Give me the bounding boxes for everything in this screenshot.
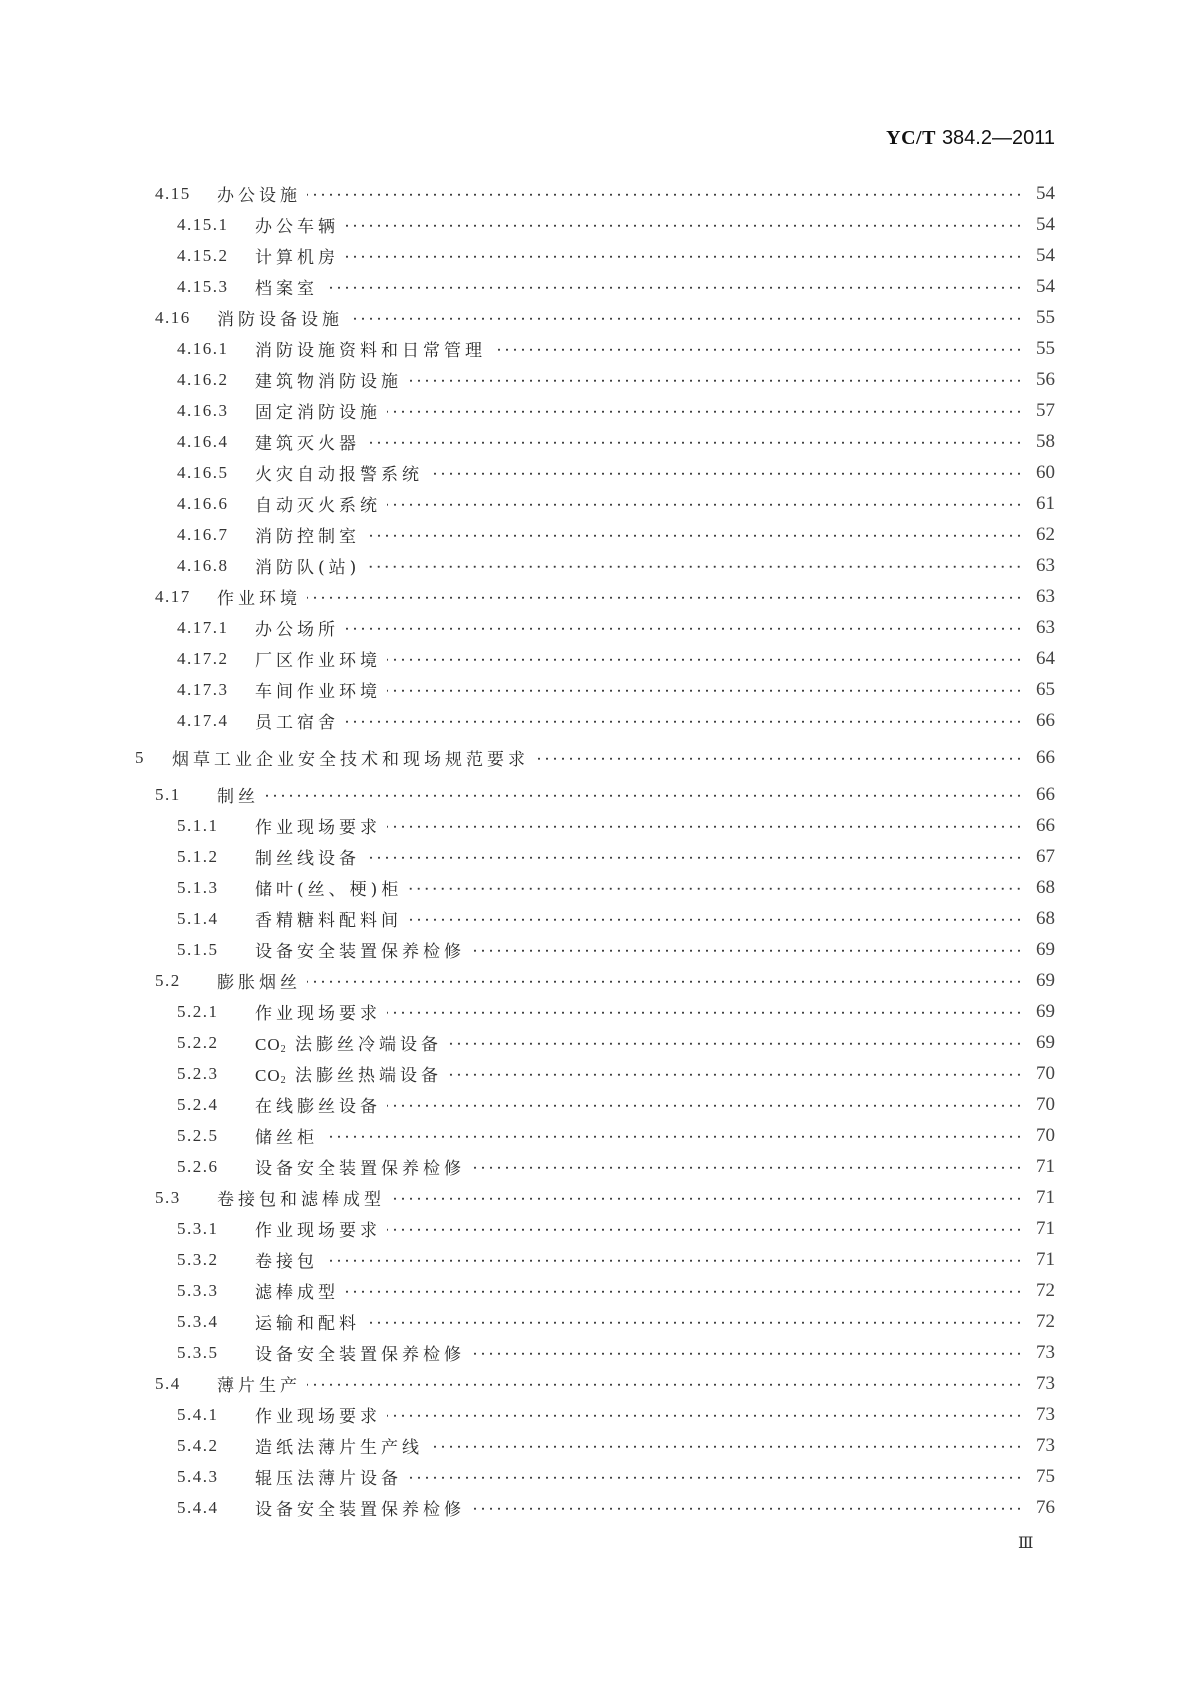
toc-entry-title: 卷接包 bbox=[255, 1247, 322, 1272]
toc-entry-title bbox=[255, 1061, 446, 1086]
toc-entry-title: 制丝线设备 bbox=[255, 844, 364, 869]
toc-entry-page: 70 bbox=[1025, 1063, 1055, 1085]
dot-leader bbox=[366, 856, 1023, 859]
toc-entry-title: 自动灭火系统 bbox=[255, 491, 385, 516]
toc-entry-title: 香精糖料配料间 bbox=[255, 906, 406, 931]
dot-leader bbox=[366, 534, 1023, 537]
toc-entry-number: 5.3.4 bbox=[177, 1311, 219, 1331]
toc-entry[interactable] bbox=[0, 1306, 1191, 1337]
toc-entry[interactable] bbox=[0, 488, 1191, 519]
dot-leader bbox=[471, 1507, 1023, 1510]
toc-entry-page: 56 bbox=[1025, 369, 1055, 391]
toc-entry-number: 5.2.5 bbox=[177, 1125, 219, 1145]
dot-leader bbox=[345, 627, 1023, 630]
toc-entry-page: 69 bbox=[1025, 970, 1055, 992]
dot-leader bbox=[387, 1228, 1023, 1231]
toc-entry-number: 5.4.3 bbox=[177, 1466, 219, 1486]
toc-entry-title: 作业现场要求 bbox=[255, 1216, 385, 1241]
dot-leader bbox=[408, 379, 1023, 382]
toc-entry-page: 73 bbox=[1025, 1342, 1055, 1364]
toc-entry[interactable] bbox=[0, 779, 1191, 810]
toc-entry-title: 烟草工业企业安全技术和现场规范要求 bbox=[172, 745, 533, 770]
toc-entry-page: 54 bbox=[1025, 214, 1055, 236]
formula-prefix: CO bbox=[255, 1035, 281, 1054]
toc-entry-number: 5.2.4 bbox=[177, 1094, 219, 1114]
toc-entry-title: 消防设备设施 bbox=[217, 305, 347, 330]
toc-entry-page: 55 bbox=[1025, 307, 1055, 329]
dot-leader bbox=[307, 980, 1023, 983]
toc-entry[interactable] bbox=[0, 1089, 1191, 1120]
dot-leader bbox=[366, 1321, 1023, 1324]
page-number-footer: Ⅲ bbox=[1018, 1535, 1034, 1552]
dot-leader bbox=[345, 720, 1023, 723]
toc-entry-number: 5.4.4 bbox=[177, 1497, 219, 1517]
toc-entry-page: 64 bbox=[1025, 648, 1055, 670]
toc-entry[interactable] bbox=[0, 705, 1191, 736]
toc-entry-title: 滤棒成型 bbox=[255, 1278, 343, 1303]
dot-leader bbox=[307, 193, 1023, 196]
toc-entry-title: 档案室 bbox=[255, 274, 322, 299]
toc-entry-number: 4.16 bbox=[155, 307, 191, 327]
toc-entry-number: 4.16.4 bbox=[177, 431, 229, 451]
toc-entry-title: 膨胀烟丝 bbox=[217, 968, 305, 993]
toc-entry-title: 设备安全装置保养检修 bbox=[255, 1154, 469, 1179]
toc-entry[interactable] bbox=[0, 457, 1191, 488]
toc-entry[interactable] bbox=[0, 903, 1191, 934]
toc-entry-number: 5.1.5 bbox=[177, 939, 219, 959]
toc-entry[interactable] bbox=[0, 1058, 1191, 1089]
toc-entry-page: 63 bbox=[1025, 555, 1055, 577]
toc-entry-page: 54 bbox=[1025, 183, 1055, 205]
toc-entry-title: 建筑物消防设施 bbox=[255, 367, 406, 392]
toc-entry[interactable] bbox=[0, 1399, 1191, 1430]
toc-entry-title: 设备安全装置保养检修 bbox=[255, 1495, 469, 1520]
dot-leader bbox=[345, 224, 1023, 227]
toc-entry-title: 作业现场要求 bbox=[255, 813, 385, 838]
toc-entry-number: 4.15.1 bbox=[177, 214, 229, 234]
dot-leader bbox=[387, 825, 1023, 828]
toc-entry-page: 65 bbox=[1025, 679, 1055, 701]
toc-entry-page: 70 bbox=[1025, 1094, 1055, 1116]
toc-entry-title: 消防控制室 bbox=[255, 522, 364, 547]
title-text: 法膨丝冷端设备 bbox=[295, 1035, 443, 1055]
standard-code: YC/T bbox=[886, 127, 936, 149]
toc-entry[interactable] bbox=[0, 965, 1191, 996]
toc-entry-page: 61 bbox=[1025, 493, 1055, 515]
toc-entry[interactable] bbox=[0, 302, 1191, 333]
toc-entry-page: 71 bbox=[1025, 1187, 1055, 1209]
toc-entry-number: 5.2.1 bbox=[177, 1001, 219, 1021]
toc-entry-title: 辊压法薄片设备 bbox=[255, 1464, 406, 1489]
toc-entry-number: 5.4.2 bbox=[177, 1435, 219, 1455]
toc-entry[interactable] bbox=[0, 934, 1191, 965]
toc-entry-title: 作业现场要求 bbox=[255, 1402, 385, 1427]
dot-leader bbox=[387, 1011, 1023, 1014]
chemical-formula bbox=[255, 1066, 286, 1085]
toc-entry-page: 69 bbox=[1025, 1032, 1055, 1054]
dot-leader bbox=[345, 255, 1023, 258]
toc-entry-number: 4.17.3 bbox=[177, 679, 229, 699]
toc-entry-number: 5.3.3 bbox=[177, 1280, 219, 1300]
toc-entry-title: 储叶(丝、梗)柜 bbox=[255, 875, 406, 900]
toc-entry-number: 5.4 bbox=[155, 1373, 181, 1393]
dot-leader bbox=[324, 286, 1023, 289]
toc-entry-page: 71 bbox=[1025, 1156, 1055, 1178]
toc-entry[interactable] bbox=[0, 581, 1191, 612]
toc-entry-page: 68 bbox=[1025, 877, 1055, 899]
toc-entry-title: 制丝 bbox=[217, 782, 263, 807]
toc-entry-number: 5 bbox=[135, 747, 145, 767]
toc-entry[interactable] bbox=[0, 1182, 1191, 1213]
toc-entry-title: 消防队(站) bbox=[255, 553, 364, 578]
toc-entry-page: 72 bbox=[1025, 1280, 1055, 1302]
toc-entry[interactable] bbox=[0, 1461, 1191, 1492]
toc-entry-number: 5.1.1 bbox=[177, 815, 219, 835]
toc-entry-title: 办公车辆 bbox=[255, 212, 343, 237]
toc-entry[interactable] bbox=[0, 519, 1191, 550]
toc-entry-title: 在线膨丝设备 bbox=[255, 1092, 385, 1117]
toc-entry-number: 4.15 bbox=[155, 183, 191, 203]
toc-entry[interactable] bbox=[0, 1275, 1191, 1306]
dot-leader bbox=[387, 1414, 1023, 1417]
dot-leader bbox=[387, 410, 1023, 413]
toc-entry[interactable] bbox=[0, 612, 1191, 643]
toc-entry[interactable] bbox=[0, 1337, 1191, 1368]
toc-entry-title: 作业现场要求 bbox=[255, 999, 385, 1024]
standard-number: 384.2—2011 bbox=[941, 127, 1055, 149]
toc-entry-number: 4.17.4 bbox=[177, 710, 229, 730]
dot-leader bbox=[324, 1135, 1023, 1138]
toc-entry-title: 固定消防设施 bbox=[255, 398, 385, 423]
toc-entry-page: 66 bbox=[1025, 747, 1055, 769]
formula-subscript: 2 bbox=[280, 1044, 286, 1055]
title-text: 法膨丝热端设备 bbox=[295, 1066, 443, 1086]
document-header bbox=[886, 124, 1055, 151]
toc-entry-page: 63 bbox=[1025, 586, 1055, 608]
toc-entry-title: 设备安全装置保养检修 bbox=[255, 1340, 469, 1365]
toc-entry-title: 办公场所 bbox=[255, 615, 343, 640]
toc-entry-page: 69 bbox=[1025, 939, 1055, 961]
toc-entry[interactable] bbox=[0, 395, 1191, 426]
toc-entry-number: 4.16.5 bbox=[177, 462, 229, 482]
toc-entry-number: 4.16.7 bbox=[177, 524, 229, 544]
toc-entry[interactable] bbox=[0, 1244, 1191, 1275]
toc-entry-page: 54 bbox=[1025, 276, 1055, 298]
dot-leader bbox=[391, 1197, 1023, 1200]
dot-leader bbox=[387, 503, 1023, 506]
toc-entry-number: 5.1.4 bbox=[177, 908, 219, 928]
toc-entry-page: 57 bbox=[1025, 400, 1055, 422]
toc-entry-page: 66 bbox=[1025, 784, 1055, 806]
toc-entry[interactable] bbox=[0, 1027, 1191, 1058]
toc-entry-title: 设备安全装置保养检修 bbox=[255, 937, 469, 962]
dot-leader bbox=[366, 441, 1023, 444]
toc-entry-title: 消防设施资料和日常管理 bbox=[255, 336, 490, 361]
toc-entry-title: 运输和配料 bbox=[255, 1309, 364, 1334]
toc-entry-page: 76 bbox=[1025, 1497, 1055, 1519]
toc-entry[interactable] bbox=[0, 209, 1191, 240]
dot-leader bbox=[448, 1073, 1023, 1076]
toc-entry-page: 55 bbox=[1025, 338, 1055, 360]
dot-leader bbox=[471, 1166, 1023, 1169]
toc-entry[interactable] bbox=[0, 1213, 1191, 1244]
toc-entry-title: 储丝柜 bbox=[255, 1123, 322, 1148]
toc-entry-number: 4.16.2 bbox=[177, 369, 229, 389]
dot-leader bbox=[492, 348, 1023, 351]
toc-entry-page: 62 bbox=[1025, 524, 1055, 546]
toc-entry-page: 71 bbox=[1025, 1218, 1055, 1240]
toc-entry-page: 73 bbox=[1025, 1435, 1055, 1457]
toc-entry[interactable] bbox=[0, 996, 1191, 1027]
toc-entry-page: 72 bbox=[1025, 1311, 1055, 1333]
toc-entry-page: 69 bbox=[1025, 1001, 1055, 1023]
toc-entry-number: 4.15.3 bbox=[177, 276, 229, 296]
toc-entry-title: 厂区作业环境 bbox=[255, 646, 385, 671]
toc-entry-page: 70 bbox=[1025, 1125, 1055, 1147]
toc-entry-number: 4.16.3 bbox=[177, 400, 229, 420]
toc-entry-page: 60 bbox=[1025, 462, 1055, 484]
toc-entry-title: 办公设施 bbox=[217, 181, 305, 206]
dot-leader bbox=[345, 1290, 1023, 1293]
toc-entry-page: 71 bbox=[1025, 1249, 1055, 1271]
toc-entry[interactable] bbox=[0, 426, 1191, 457]
dot-leader bbox=[408, 887, 1023, 890]
toc-entry-number: 5.2.6 bbox=[177, 1156, 219, 1176]
toc-entry-page: 58 bbox=[1025, 431, 1055, 453]
toc-entry-number: 5.3 bbox=[155, 1187, 181, 1207]
dot-leader bbox=[307, 596, 1023, 599]
toc-entry-number: 4.17.1 bbox=[177, 617, 229, 637]
toc-entry-number: 5.2.3 bbox=[177, 1063, 219, 1083]
toc-entry-page: 66 bbox=[1025, 815, 1055, 837]
dot-leader bbox=[349, 317, 1023, 320]
toc-entry-title: 造纸法薄片生产线 bbox=[255, 1433, 427, 1458]
toc-entry-title bbox=[255, 1030, 446, 1055]
toc-entry-page: 73 bbox=[1025, 1373, 1055, 1395]
toc-entry-number: 5.3.5 bbox=[177, 1342, 219, 1362]
toc-entry-number: 5.3.2 bbox=[177, 1249, 219, 1269]
dot-leader bbox=[408, 1476, 1023, 1479]
toc-entry-number: 5.2.2 bbox=[177, 1032, 219, 1052]
toc-entry-page: 67 bbox=[1025, 846, 1055, 868]
dot-leader bbox=[429, 1445, 1023, 1448]
toc-entry[interactable] bbox=[0, 1120, 1191, 1151]
toc-entry[interactable] bbox=[0, 240, 1191, 271]
toc-entry[interactable] bbox=[0, 810, 1191, 841]
toc-entry[interactable] bbox=[0, 1492, 1191, 1523]
toc-entry-number: 5.1 bbox=[155, 784, 181, 804]
formula-subscript: 2 bbox=[280, 1075, 286, 1086]
toc-entry-title: 火灾自动报警系统 bbox=[255, 460, 427, 485]
toc-entry-title: 建筑灭火器 bbox=[255, 429, 364, 454]
toc-entry[interactable] bbox=[0, 364, 1191, 395]
toc-entry-page: 54 bbox=[1025, 245, 1055, 267]
dot-leader bbox=[387, 689, 1023, 692]
dot-leader bbox=[265, 794, 1023, 797]
dot-leader bbox=[448, 1042, 1023, 1045]
dot-leader bbox=[307, 1383, 1023, 1386]
toc-entry-title: 车间作业环境 bbox=[255, 677, 385, 702]
toc-entry[interactable] bbox=[0, 674, 1191, 705]
toc-entry-number: 5.2 bbox=[155, 970, 181, 990]
dot-leader bbox=[429, 472, 1023, 475]
toc-entry[interactable] bbox=[0, 178, 1191, 209]
toc-entry-number: 4.17.2 bbox=[177, 648, 229, 668]
toc-entry-page: 68 bbox=[1025, 908, 1055, 930]
dot-leader bbox=[387, 1104, 1023, 1107]
toc-entry[interactable] bbox=[0, 1151, 1191, 1182]
toc-entry[interactable] bbox=[0, 742, 1191, 773]
toc-entry-title: 员工宿舍 bbox=[255, 708, 343, 733]
dot-leader bbox=[366, 565, 1023, 568]
toc-entry-title: 计算机房 bbox=[255, 243, 343, 268]
toc-entry-number: 4.16.6 bbox=[177, 493, 229, 513]
toc-entry-page: 73 bbox=[1025, 1404, 1055, 1426]
toc-entry-number: 5.3.1 bbox=[177, 1218, 219, 1238]
toc-entry[interactable] bbox=[0, 872, 1191, 903]
toc-entry-title: 作业环境 bbox=[217, 584, 305, 609]
toc-entry[interactable] bbox=[0, 643, 1191, 674]
toc-entry-number: 4.16.1 bbox=[177, 338, 229, 358]
toc-entry[interactable] bbox=[0, 333, 1191, 364]
toc-entry-number: 4.15.2 bbox=[177, 245, 229, 265]
toc-entry-page: 75 bbox=[1025, 1466, 1055, 1488]
toc-entry[interactable] bbox=[0, 841, 1191, 872]
toc-entry-number: 5.1.2 bbox=[177, 846, 219, 866]
formula-prefix: CO bbox=[255, 1066, 281, 1085]
table-of-contents bbox=[0, 178, 1191, 1523]
toc-entry[interactable] bbox=[0, 1430, 1191, 1461]
toc-entry-title: 薄片生产 bbox=[217, 1371, 305, 1396]
toc-entry[interactable] bbox=[0, 1368, 1191, 1399]
dot-leader bbox=[408, 918, 1023, 921]
dot-leader bbox=[324, 1259, 1023, 1262]
toc-entry-number: 5.1.3 bbox=[177, 877, 219, 897]
dot-leader bbox=[471, 1352, 1023, 1355]
dot-leader bbox=[471, 949, 1023, 952]
toc-entry[interactable] bbox=[0, 271, 1191, 302]
toc-entry-number: 5.4.1 bbox=[177, 1404, 219, 1424]
dot-leader bbox=[535, 757, 1023, 760]
chemical-formula bbox=[255, 1035, 286, 1054]
toc-entry-page: 63 bbox=[1025, 617, 1055, 639]
toc-entry[interactable] bbox=[0, 550, 1191, 581]
toc-entry-number: 4.17 bbox=[155, 586, 191, 606]
toc-entry-title: 卷接包和滤棒成型 bbox=[217, 1185, 389, 1210]
toc-entry-number: 4.16.8 bbox=[177, 555, 229, 575]
toc-entry-page: 66 bbox=[1025, 710, 1055, 732]
dot-leader bbox=[387, 658, 1023, 661]
